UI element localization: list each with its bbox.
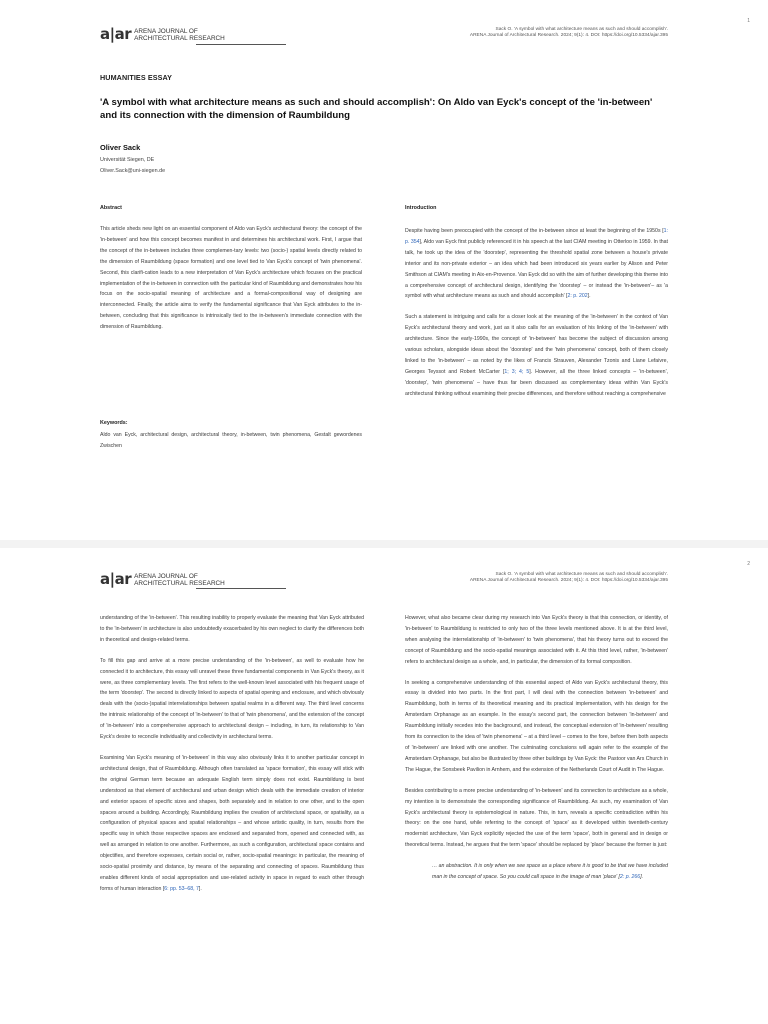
keywords-heading: Keywords:	[100, 420, 128, 426]
page-number: 2	[747, 561, 750, 567]
reference-link[interactable]: 1; 3; 4; 5	[504, 368, 530, 375]
header-rule	[196, 588, 286, 589]
logo-line-1: ARENA JOURNAL OF	[134, 573, 198, 580]
logo-mark: a|ar	[100, 25, 132, 43]
intro-paragraph-2: Such a statement is intriguing and calls for a closer look at the meaning of the 'in-between' in the context of Van Eyck's architectural theory and work, just as it also calls for an evaluation of his linking of the 'in-between' with architecture. Since the early-1990s, the concept of 'in-between' has become the subject of discussion among various scholars, alongside ideas about the 'doorstep' and the 'twin phenomena' concept, both of them closely linked to the 'in-between' – as noted by the likes of Francis Strauven, Alexander Tzonis and Liane Lefaivre, Georges Teyssot and Robert McCarter [1; 3; 4; 5]. However, all the three linked concepts – 'in-between', 'doorstep', 'twin phenomena' – have thus far been discussed as complementary ideas within Van Eyck's architectural thinking without examining their precise differences, and therefore without reaching a comprehensive	[405, 314, 668, 397]
citation-line-1: Sack O. 'A symbol with what architecture means as such and should accomplish'.	[495, 572, 668, 577]
left-column	[100, 613, 364, 905]
right-column	[405, 613, 668, 893]
affiliation: Universität Siegen, DE	[100, 157, 155, 163]
citation-line-2: ARENA Journal of Architectural Research. 2024; 9(1): 4. DOI: https://doi.org/10.5334/ajar.395	[469, 578, 668, 584]
logo-line-2: ARCHITECTURAL RESEARCH	[134, 580, 225, 587]
body-paragraph: However, what also became clear during my research into Van Eyck's theory is that this connection, or identity, of 'in-between' to Raumbildung is restricted to only two of the three levels mentioned above. It is at the third level, when analysing the interrelationship of 'in-between' to 'twin phenomena', that his theory turns out to exceed the concept of Raumbildung and the socio-spatial meanings associated with it. At this third level, rather, 'in-between' refers to architectural design as a whole, and, in particular, the dimension of its formal composition.	[405, 615, 668, 665]
reference-link[interactable]: 6: pp. 53–68, 7	[164, 885, 199, 892]
article-title: 'A symbol with what architecture means as such and should accomplish': On Aldo van Eyck's concept of the 'in-between' and its connection with the dimension of Raumbildung	[100, 97, 653, 121]
body-paragraph: understanding of the 'in-between'. This resulting inability to properly evaluate the meaning that Van Eyck attributed to the 'in-between' in architecture is also undoubtedly exacerbated by his own neglect to clarify the differences both in theoretical and design-related terms.	[100, 615, 364, 643]
reference-link[interactable]: 2: p. 202	[567, 293, 588, 300]
author-name: Oliver Sack	[100, 143, 141, 152]
abstract-body: This article sheds new light on an essential component of Aldo van Eyck's architectural theory: the concept of the 'in-between' and how this concept becomes manifest in and determines his architectural work. First, I argue that the concept of the in-between includes three complemen-tary levels: two (socio-) spatial levels directly related to the dimension of Raumbildung (space formation) and one level tied to Van Eyck's concept of 'twin phenomena'. Second, this clarifi-cation leads to a new interpretation of Van Eyck's architecture which focuses on the practical implementation of the in-between in connection with the particular kind of Raumbildung and demonstrates how his focus on the socio-spatial meaning of architecture and a formal-compositional way of designing are interconnected. Finally, the article aims to verify the fundamental significance that Van Eyck attributes to the in-between, concluding that this significance is intrinsically tied to the in-between's immediate connection with the dimension of Raumbildung.	[100, 226, 362, 331]
page-number: 1	[747, 18, 750, 24]
logo-mark: a|ar	[100, 570, 132, 588]
citation-line-2: ARENA Journal of Architectural Research. 2024; 9(1): 4. DOI: https://doi.org/10.5334/ajar.395	[469, 33, 668, 39]
keywords-body: Aldo van Eyck, architectural design, architectural theory, in-between, twin phenomena, Gestalt gewordenes Zwischen	[100, 432, 362, 449]
journal-logo	[100, 571, 225, 587]
body-paragraph: To fill this gap and arrive at a more precise understanding of the 'in-between', as well to evaluate how he connected it to architecture, this essay will unravel these three fundamental components in Van Eyck's theory, as it were, as three complementary levels. The first refers to the well-known level associated with his frequent usage of the term 'doorstep'. The second is directly linked to aspects of spatial opening and enclosure, and which obviously deals with the (socio-)spatial interrelationships between spatial realms in a different way. The third level concerns the intrinsic relationship of the concept of 'in-between' to that of 'twin phenomena', and the extension of the concept of 'in-between' into a comprehensive approach to architectural design – including, in turn, its relationship to Van Eyck's desire to reconcile individuality and collectivity in architectural terms.	[100, 657, 364, 741]
intro-paragraph-1: Despite having been preoccupied with the concept of the in-between since at least the beginning of the 1950s [1: p. 354], Aldo van Eyck first publicly referenced it in his speech at the last CIAM meeting in Otterloo in 1959. In that talk, he took up the idea of the 'doorstep', representing the threshold spatial zone between a house's private interior and its non-private exterior – an idea which had been introduced six years earlier by Alison and Peter Smithson at CIAM's meeting in Aix-en-Provence. Van Eyck did so with the aim of further developing this theme into a comprehensive concept of architectural design, identifying the 'doorstep' – or instead the 'in-between'– as 'a symbol with what architecture means as such and should accomplish' [2: p. 202].	[405, 228, 668, 300]
block-quote: … an abstraction. It is only when we see space as a place where it is good to be that we have included man in the concept of space. So you could call space in the image of man 'place' [2: p. 266].	[432, 863, 668, 881]
body-paragraph: Examining Van Eyck's meaning of 'in-between' in this way also obviously links it to another particular concept in architectural design, that of Raumbildung. Although often translated as 'space formation', this essay will stick with the original German term because an adequate English term simply does not exist. Raumbildung is best understood as that element of architectural and urban design which deals with the immediate creation of interior and exterior spaces of specific sizes and shapes, both separately and in relation to one other, and to the open spaces around a building. Accordingly, Raumbildung implies the creation of architectural space, or spatiality, as a configuration of physical spaces and spatial relationships – and whose artistic quality, in turn, results from the specific way in which those respective spaces are enclosed and separated from, opened and connected with, as well as arranged in relation to one another. Furthermore, as such a configuration, architectural space contains and objectifies, and therefore expresses, certain social or, rather, socio-spatial meanings: in particular, the meaning of socio-spatial proximity and distance, by means of the separating and connecting of spaces. Raumbildung thus enables different kinds of social appropriation and use-related activity in space in regard to each other through forms of human interaction [6: pp. 53–68, 7].	[100, 754, 364, 892]
citation-line-1: Sack O. 'A symbol with what architecture means as such and should accomplish'.	[495, 27, 668, 32]
citation	[470, 572, 668, 585]
page-separator	[0, 540, 768, 548]
introduction-body	[405, 226, 668, 410]
author-affiliation	[100, 155, 165, 177]
journal-logo	[100, 26, 225, 42]
body-paragraph: Besides contributing to a more precise understanding of 'in-between' and its connection to architecture as a whole, my intention is to demonstrate the corresponding significance of Raumbildung. As such, my examination of Van Eyck's architectural theory is epistemological in nature. This, in turn, reveals a specific contradiction within his theory: on the one hand, while referring to the concept of 'space' as it developed within twentieth-century modernist architecture, Van Eyck explicitly rejected the use of the term 'space', both in general and in design or theoretical terms. Instead, he argues that the term 'space' should be replaced by 'place' because the former is just:	[405, 787, 668, 849]
reference-link[interactable]: 1: p. 354	[405, 228, 668, 245]
section-label: HUMANITIES ESSAY	[100, 73, 173, 82]
page-2	[0, 548, 768, 1024]
header-rule	[196, 44, 286, 45]
body-paragraph: In seeking a comprehensive understanding of this essential aspect of Aldo van Eyck's architectural theory, this essay is divided into two parts. In the first part, I will deal with the connection between 'in-between' and Raumbildung, both in terms of its theoretical meaning and its practical implementation, with his design for the Amsterdam Orphanage as an example. In the essay's second part, the connection between 'in-between' and Raumbildung initially recedes into the background, and instead, the conceptual extension of 'in-between' resulting from its connection to the idea of 'twin phenomena' – at a third level – comes to the fore, before then both aspects of 'in-between' are linked with one another. The culminating conclusions will again refer to the example of the Amsterdam Orphanage, but also be illustrated by three other buildings by Van Eyck: the Pastoor van Ars Church in The Hague, the Sonsbeek Pavilion in Arnhem, and the extension of the Netherlands Court of Audit in The Hague.	[405, 679, 668, 773]
logo-line-2: ARCHITECTURAL RESEARCH	[134, 35, 225, 42]
reference-link[interactable]: 2: p. 266	[619, 874, 641, 881]
logo-line-1: ARENA JOURNAL OF	[134, 28, 198, 35]
introduction-heading: Introduction	[405, 205, 437, 211]
abstract-heading: Abstract	[100, 205, 122, 211]
author-email[interactable]: Oliver.Sack@uni-siegen.de	[100, 168, 166, 174]
citation	[470, 27, 668, 40]
